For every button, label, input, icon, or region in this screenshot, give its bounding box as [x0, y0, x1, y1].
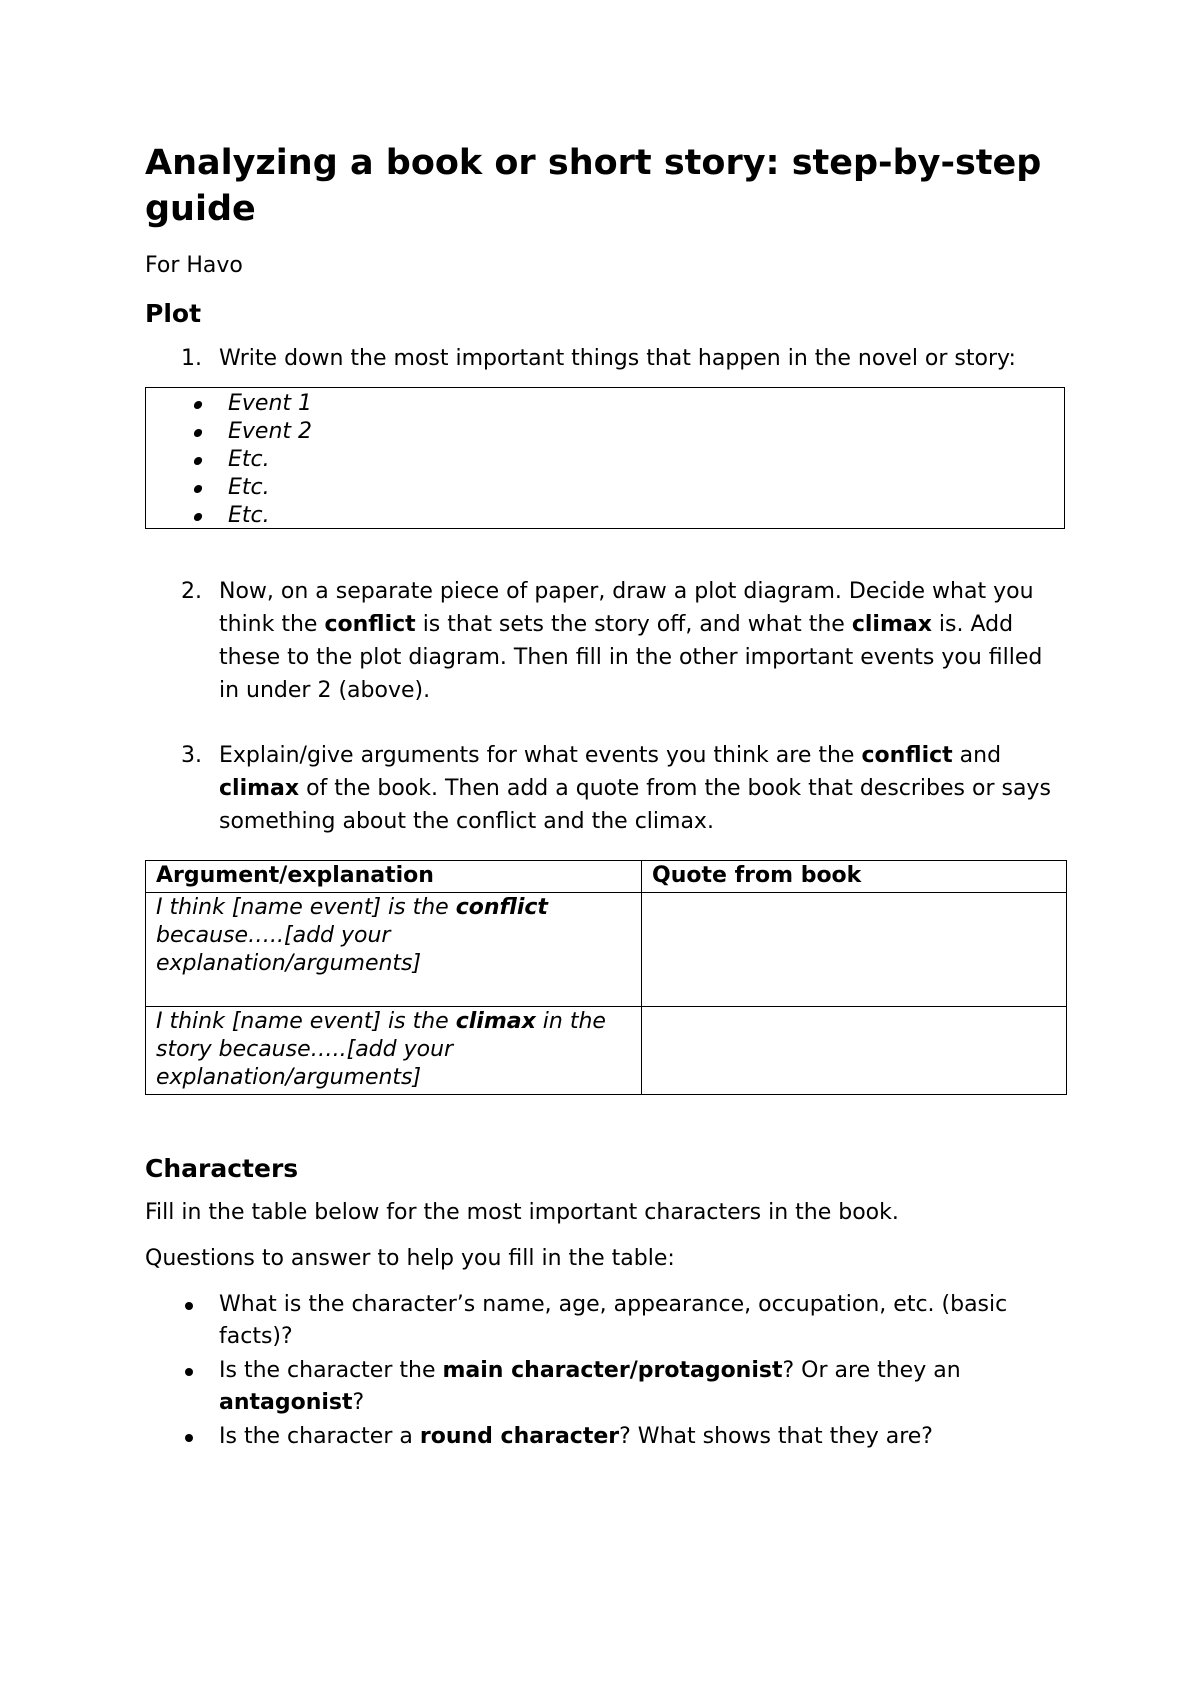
text-run: of the book. Then add a quote from the book that describes or says something about the conflict and the climax.	[219, 776, 1051, 834]
step-text: Write down the most important things that happen in the novel or story:	[219, 346, 1016, 371]
events-box	[145, 387, 1065, 529]
text-run: Explain/give arguments for what events you think are the	[219, 743, 862, 768]
text-run: and	[952, 743, 1002, 768]
questions-list	[145, 1289, 1065, 1453]
plot-heading: Plot	[145, 299, 202, 328]
text-run: ?	[352, 1390, 365, 1415]
text-run: is that sets the story off, and what the	[415, 612, 852, 637]
step-number: 2.	[181, 579, 202, 604]
bold-term: conflict	[324, 612, 416, 637]
bold-term: /	[629, 1358, 638, 1383]
bold-term: main character	[442, 1358, 630, 1383]
argument-cell	[146, 1007, 642, 1095]
question-item	[145, 1355, 1065, 1419]
text-run: Now, on a separate piece of paper, draw a plot diagram. Decide what you think the	[219, 579, 1034, 637]
characters-intro: Fill in the table below for the most important characters in the book.	[145, 1200, 899, 1225]
table-row	[146, 893, 1067, 1007]
plot-steps-list-continued	[145, 575, 1065, 838]
bold-term: round character	[419, 1424, 620, 1449]
bold-term: climax	[455, 1009, 536, 1034]
column-header: Quote from book	[642, 861, 1067, 893]
questions-intro: Questions to answer to help you fill in the table:	[145, 1246, 675, 1271]
quote-cell[interactable]	[642, 1007, 1067, 1095]
step-number: 1.	[181, 346, 202, 371]
text-run: I think [name event] is the	[156, 1009, 456, 1034]
document-subtitle: For Havo	[145, 253, 243, 278]
bold-term: antagonist	[219, 1390, 353, 1415]
text-run: is. Add these to the plot diagram. Then fill in the other important events you filled in under 2 (above).	[219, 612, 1043, 703]
bold-term: climax	[219, 776, 300, 801]
bold-term: conflict	[455, 895, 548, 920]
event-item: Etc.	[146, 446, 1064, 474]
event-item: Etc.	[146, 502, 1064, 530]
text-run: Is the character the	[219, 1358, 443, 1383]
bold-term: protagonist	[637, 1358, 783, 1383]
column-header: Argument/explanation	[146, 861, 642, 893]
table-header-row	[146, 861, 1067, 893]
bold-term: climax	[851, 612, 932, 637]
text-run: ? What shows that they are?	[619, 1424, 933, 1449]
argument-cell	[146, 893, 642, 1007]
text-run: Is the character a	[219, 1424, 420, 1449]
step-number: 3.	[181, 743, 202, 768]
event-item: Event 2	[146, 418, 1064, 446]
text-run: I think [name event] is the	[156, 895, 456, 920]
document-title: Analyzing a book or short story: step-by-step guide	[145, 143, 1042, 229]
quote-cell[interactable]	[642, 893, 1067, 1007]
bold-term: conflict	[861, 743, 953, 768]
plot-step-3	[145, 739, 1065, 838]
plot-step-1	[145, 342, 1065, 375]
characters-heading: Characters	[145, 1154, 299, 1183]
conflict-climax-table	[145, 860, 1067, 1095]
table-row	[146, 1007, 1067, 1095]
text-run: ? Or are they an	[782, 1358, 961, 1383]
event-item: Etc.	[146, 474, 1064, 502]
event-item: Event 1	[146, 390, 1064, 418]
events-list	[146, 390, 1064, 530]
plot-steps-list	[145, 342, 1065, 375]
text-run: in the story because…..[add your explanation/arguments]	[156, 1009, 606, 1090]
plot-step-2	[145, 575, 1065, 707]
question-item	[145, 1421, 1065, 1453]
step-text	[219, 579, 1042, 703]
text-run: because…..[add your explanation/arguments]	[156, 923, 422, 976]
question-item: What is the character’s name, age, appearance, occupation, etc. (basic facts)?	[145, 1289, 1065, 1353]
document-page	[145, 140, 1065, 1455]
step-text	[219, 743, 1051, 834]
